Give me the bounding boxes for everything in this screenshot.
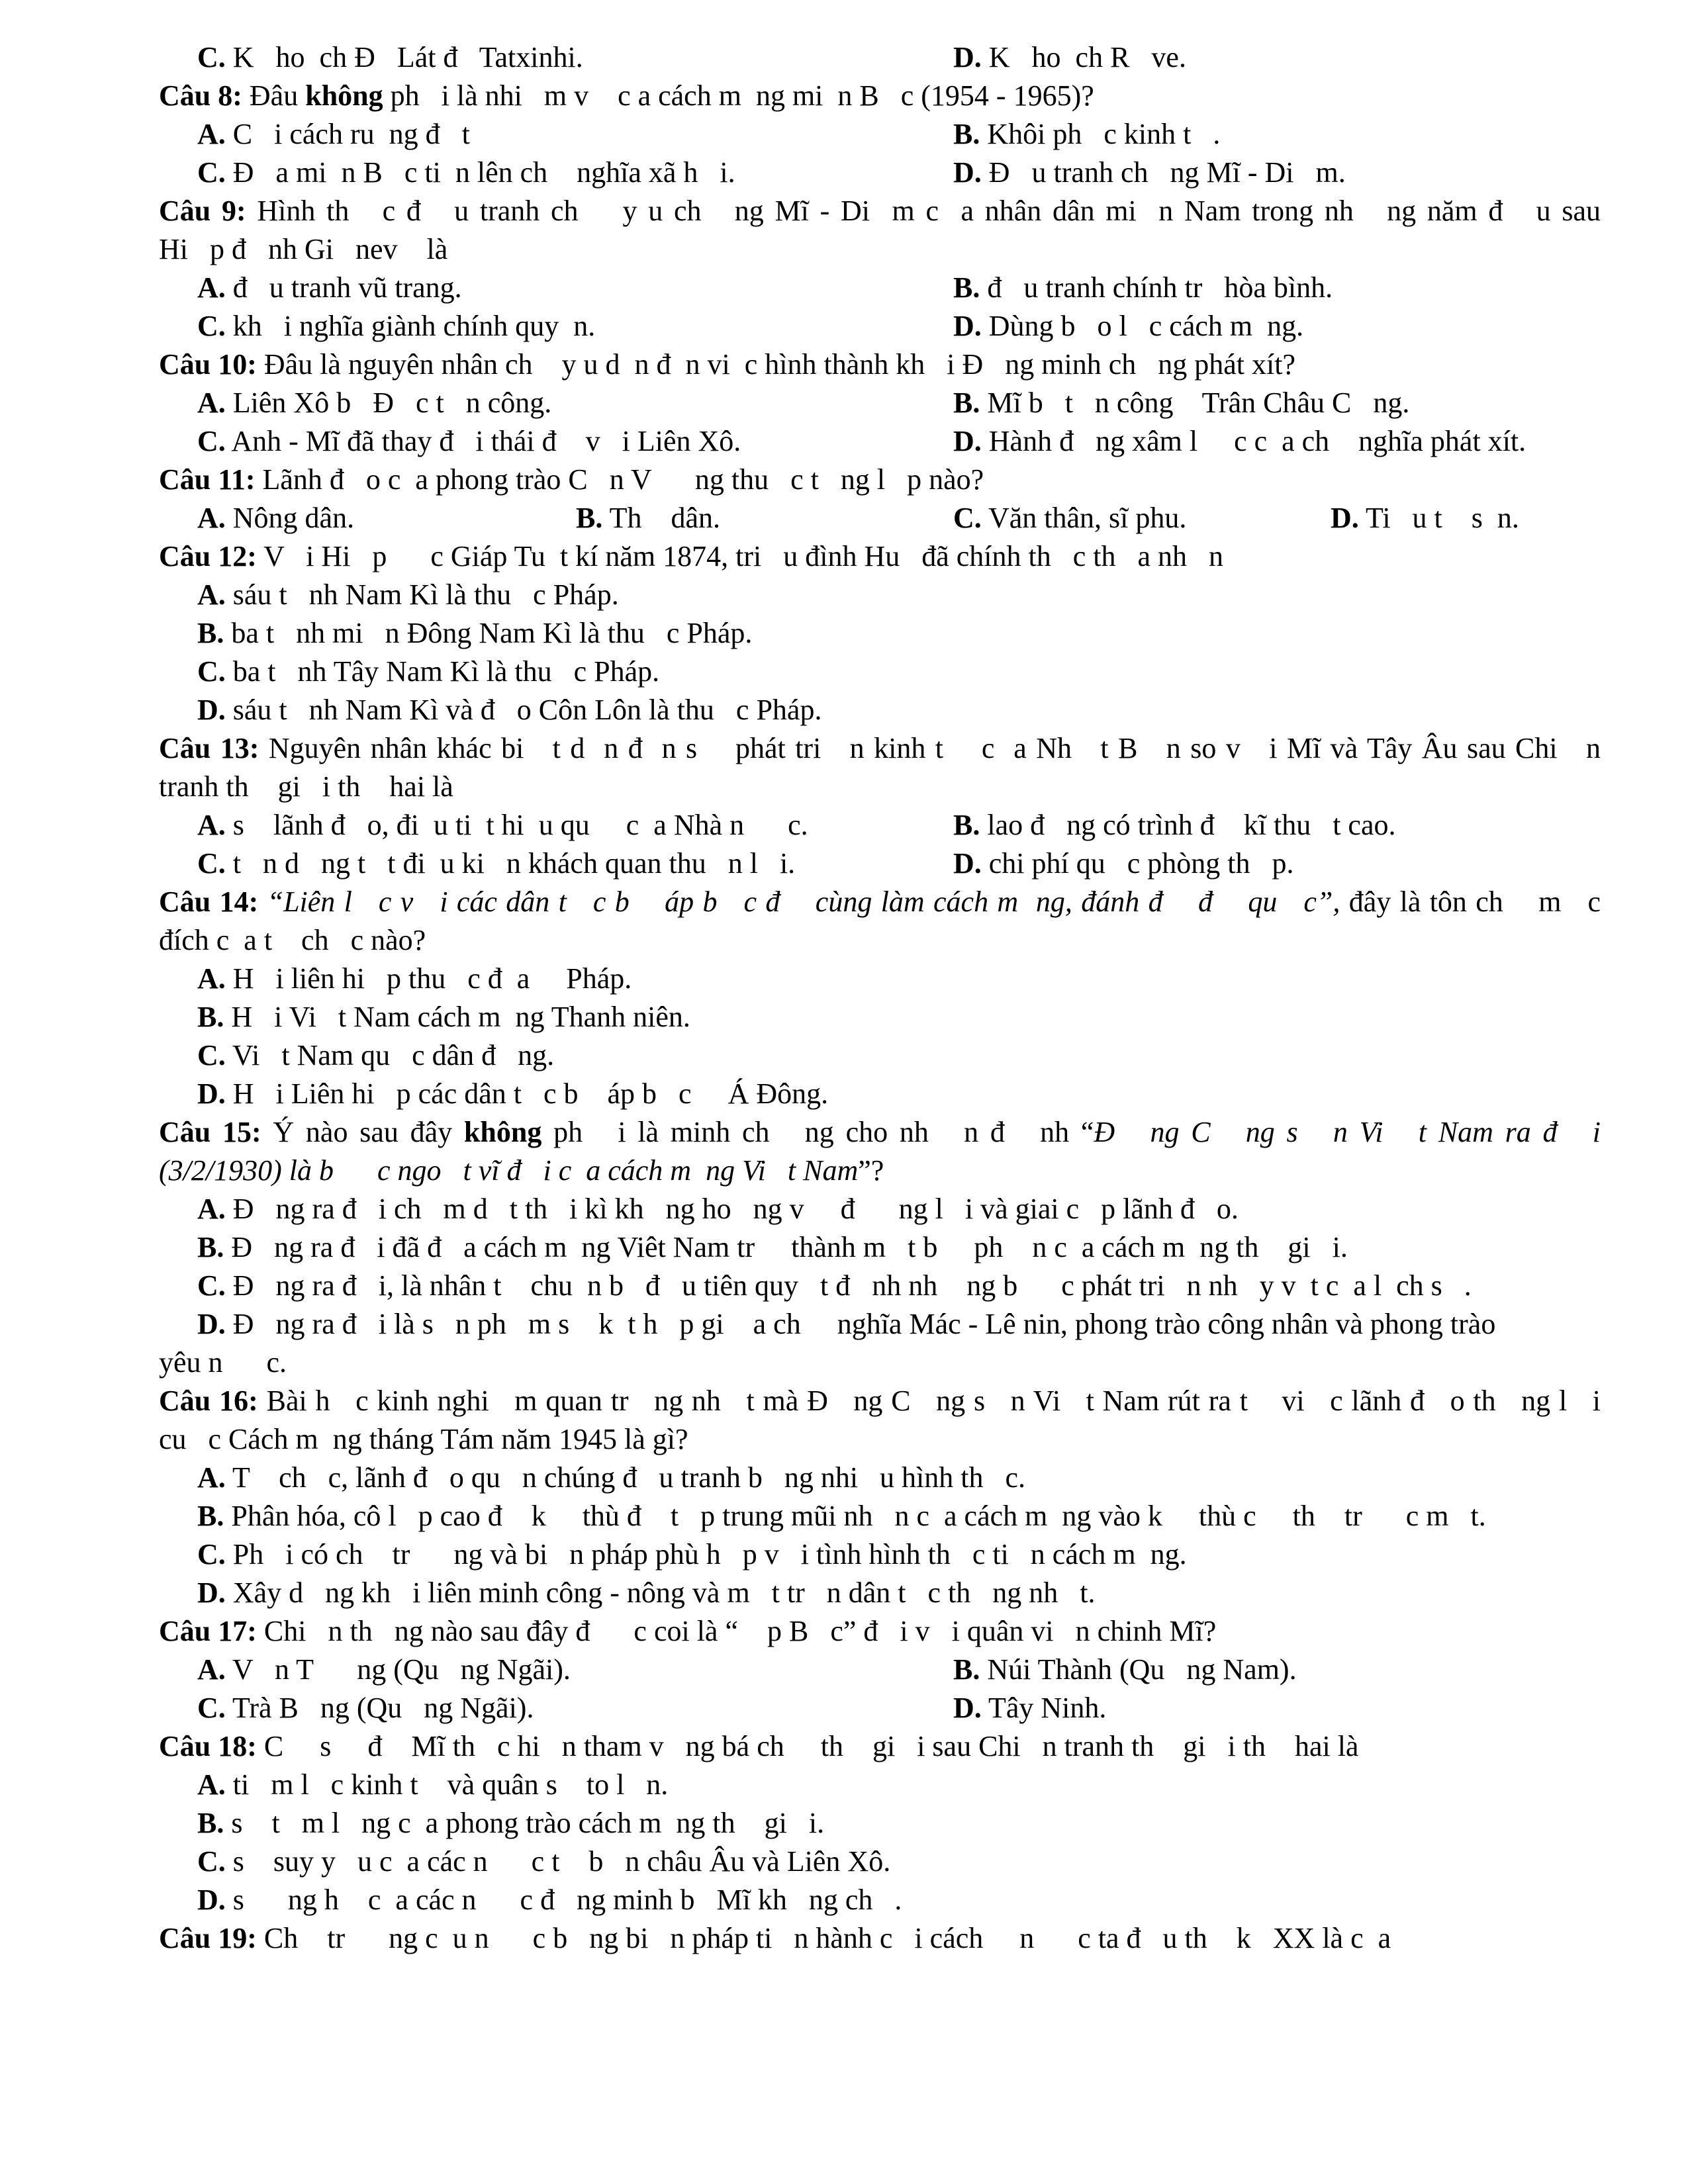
- q8-option-b[interactable]: B. Khôi ph c kinh t .: [953, 118, 1221, 150]
- q9-option-a[interactable]: A. đ u tranh vũ trang.: [197, 271, 462, 304]
- q18-option-a[interactable]: A. ti m l c kinh t và quân s to l n.: [197, 1768, 669, 1801]
- q11-option-d[interactable]: D. Ti u t s n.: [1331, 502, 1519, 534]
- q9-stem-line2: Hi p đ nh Gi nev là: [159, 233, 448, 265]
- q17-option-b[interactable]: B. Núi Thành (Qu ng Nam).: [953, 1653, 1297, 1686]
- q17-option-c[interactable]: C. Trà B ng (Qu ng Ngãi).: [197, 1692, 534, 1724]
- q18-option-b[interactable]: B. s t m l ng c a phong trào cách m ng th gi i.: [197, 1807, 825, 1839]
- q18-stem: Câu 18: C s đ Mĩ th c hi n tham v ng bá ch th gi i sau Chi n tranh th gi i th hai là: [159, 1730, 1359, 1762]
- q9-option-d[interactable]: D. Dùng b o l c cách m ng.: [953, 310, 1304, 342]
- q15-stem: Câu 15: Ý nào sau đây không ph i là minh ch ng cho nh n đ nh “Đ ng C ng s n Vi t Nam ra đ i: [159, 1116, 1601, 1148]
- q19-stem: Câu 19: Ch tr ng c u n c b ng bi n pháp ti n hành c i cách n c ta đ u th k XX là c a: [159, 1922, 1391, 1954]
- q15-option-a[interactable]: A. Đ ng ra đ i ch m d t th i kì kh ng ho ng v đ ng l i và giai c p lãnh đ o.: [197, 1193, 1239, 1225]
- q13-option-b[interactable]: B. lao đ ng có trình đ kĩ thu t cao.: [953, 809, 1396, 841]
- q18-option-d[interactable]: D. s ng h c a các n c đ ng minh b Mĩ kh ng ch .: [197, 1884, 902, 1916]
- q12-option-d[interactable]: D. sáu t nh Nam Kì và đ o Côn Lôn là thu c Pháp.: [197, 694, 822, 726]
- q14-option-b[interactable]: B. H i Vi t Nam cách m ng Thanh niên.: [197, 1001, 690, 1033]
- q13-option-c[interactable]: C. t n d ng t t đi u ki n khách quan thu n l i.: [197, 847, 796, 880]
- q14-stem-line2: đích c a t ch c nào?: [159, 924, 426, 956]
- q11-option-c[interactable]: C. Văn thân, sĩ phu.: [953, 502, 1187, 534]
- q10-stem: Câu 10: Đâu là nguyên nhân ch y u d n đ n vi c hình thành kh i Đ ng minh ch ng phát xít?: [159, 348, 1295, 381]
- q10-option-b[interactable]: B. Mĩ b t n công Trân Châu C ng.: [953, 387, 1410, 419]
- q7-option-d[interactable]: D. K ho ch R ve.: [953, 41, 1186, 73]
- q14-option-c[interactable]: C. Vi t Nam qu c dân đ ng.: [197, 1039, 555, 1071]
- q16-option-d[interactable]: D. Xây d ng kh i liên minh công - nông và m t tr n dân t c th ng nh t.: [197, 1576, 1096, 1609]
- q15-stem-line2: (3/2/1930) là b c ngo t vĩ đ i c a cách m ng Vi t Nam”?: [159, 1154, 884, 1187]
- q17-option-d[interactable]: D. Tây Ninh.: [953, 1692, 1107, 1724]
- q17-option-a[interactable]: A. V n T ng (Qu ng Ngãi).: [197, 1653, 571, 1686]
- q13-option-a[interactable]: A. s lãnh đ o, đi u ti t hi u qu c a Nhà n c.: [197, 809, 808, 841]
- q16-option-a[interactable]: A. T ch c, lãnh đ o qu n chúng đ u tranh b ng nhi u hình th c.: [197, 1461, 1026, 1494]
- q14-option-d[interactable]: D. H i Liên hi p các dân t c b áp b c Á Đông.: [197, 1077, 829, 1110]
- q8-stem: Câu 8: Đâu không ph i là nhi m v c a cách m ng mi n B c (1954 - 1965)?: [159, 79, 1094, 112]
- q12-stem: Câu 12: V i Hi p c Giáp Tu t kí năm 1874, tri u đình Hu đã chính th c th a nh n: [159, 540, 1224, 572]
- q15-option-d[interactable]: D. Đ ng ra đ i là s n ph m s k t h p gi a ch nghĩa Mác - Lê nin, phong trào công nhân và phong trào: [197, 1308, 1496, 1340]
- q12-option-a[interactable]: A. sáu t nh Nam Kì là thu c Pháp.: [197, 578, 619, 611]
- q15-option-b[interactable]: B. Đ ng ra đ i đã đ a cách m ng Viêt Nam tr thành m t b ph n c a cách m ng th gi i.: [197, 1231, 1348, 1263]
- q18-option-c[interactable]: C. s suy y u c a các n c t b n châu Âu và Liên Xô.: [197, 1845, 891, 1878]
- q7-option-c[interactable]: C. K ho ch Đ Lát đ Tatxinhi.: [197, 41, 583, 73]
- q10-option-a[interactable]: A. Liên Xô b Đ c t n công.: [197, 387, 552, 419]
- q17-stem: Câu 17: Chi n th ng nào sau đây đ c coi là “ p B c” đ i v i quân vi n chinh Mĩ?: [159, 1615, 1217, 1647]
- q15-option-d-line2: yêu n c.: [159, 1346, 287, 1379]
- q16-option-c[interactable]: C. Ph i có ch tr ng và bi n pháp phù h p v i tình hình th c ti n cách m ng.: [197, 1538, 1187, 1570]
- q16-stem: Câu 16: Bài h c kinh nghi m quan tr ng nh t mà Đ ng C ng s n Vi t Nam rút ra t vi c lãnh đ o th ng l i: [159, 1385, 1601, 1417]
- q16-option-b[interactable]: B. Phân hóa, cô l p cao đ k thù đ t p trung mũi nh n c a cách m ng vào k thù c th tr c m t.: [197, 1500, 1486, 1532]
- q9-option-b[interactable]: B. đ u tranh chính tr hòa bình.: [953, 271, 1333, 304]
- q9-option-c[interactable]: C. kh i nghĩa giành chính quy n.: [197, 310, 596, 342]
- q9-stem: Câu 9: Hình th c đ u tranh ch y u ch ng Mĩ - Di m c a nhân dân mi n Nam trong nh ng năm đ u sau: [159, 195, 1601, 227]
- q12-option-c[interactable]: C. ba t nh Tây Nam Kì là thu c Pháp.: [197, 655, 660, 688]
- q11-stem: Câu 11: Lãnh đ o c a phong trào C n V ng thu c t ng l p nào?: [159, 463, 984, 496]
- q10-option-d[interactable]: D. Hành đ ng xâm l c c a ch nghĩa phát xít.: [953, 425, 1526, 457]
- q15-option-c[interactable]: C. Đ ng ra đ i, là nhân t chu n b đ u tiên quy t đ nh nh ng b c phát tri n nh y v t c a l ch s .: [197, 1269, 1472, 1302]
- q10-option-c[interactable]: C. Anh - Mĩ đã thay đ i thái đ v i Liên Xô.: [197, 425, 741, 457]
- q8-option-d[interactable]: D. Đ u tranh ch ng Mĩ - Di m.: [953, 156, 1346, 189]
- q8-option-c[interactable]: C. Đ a mi n B c ti n lên ch nghĩa xã h i.: [197, 156, 735, 189]
- q13-stem-line2: tranh th gi i th hai là: [159, 770, 453, 803]
- q16-stem-line2: cu c Cách m ng tháng Tám năm 1945 là gì?: [159, 1423, 688, 1455]
- q14-option-a[interactable]: A. H i liên hi p thu c đ a Pháp.: [197, 962, 632, 995]
- q11-option-a[interactable]: A. Nông dân.: [197, 502, 355, 534]
- q13-stem: Câu 13: Nguyên nhân khác bi t d n đ n s phát tri n kinh t c a Nh t B n so v i Mĩ và Tây Âu sau Chi n: [159, 732, 1601, 764]
- q14-stem: Câu 14: “Liên l c v i các dân t c b áp b c đ cùng làm cách m ng, đánh đ đ qu c”, đây là tôn ch m c: [159, 886, 1601, 918]
- q13-option-d[interactable]: D. chi phí qu c phòng th p.: [953, 847, 1294, 880]
- q11-option-b[interactable]: B. Th dân.: [576, 502, 720, 534]
- q12-option-b[interactable]: B. ba t nh mi n Đông Nam Kì là thu c Pháp.: [197, 617, 753, 649]
- q8-option-a[interactable]: A. C i cách ru ng đ t: [197, 118, 470, 150]
